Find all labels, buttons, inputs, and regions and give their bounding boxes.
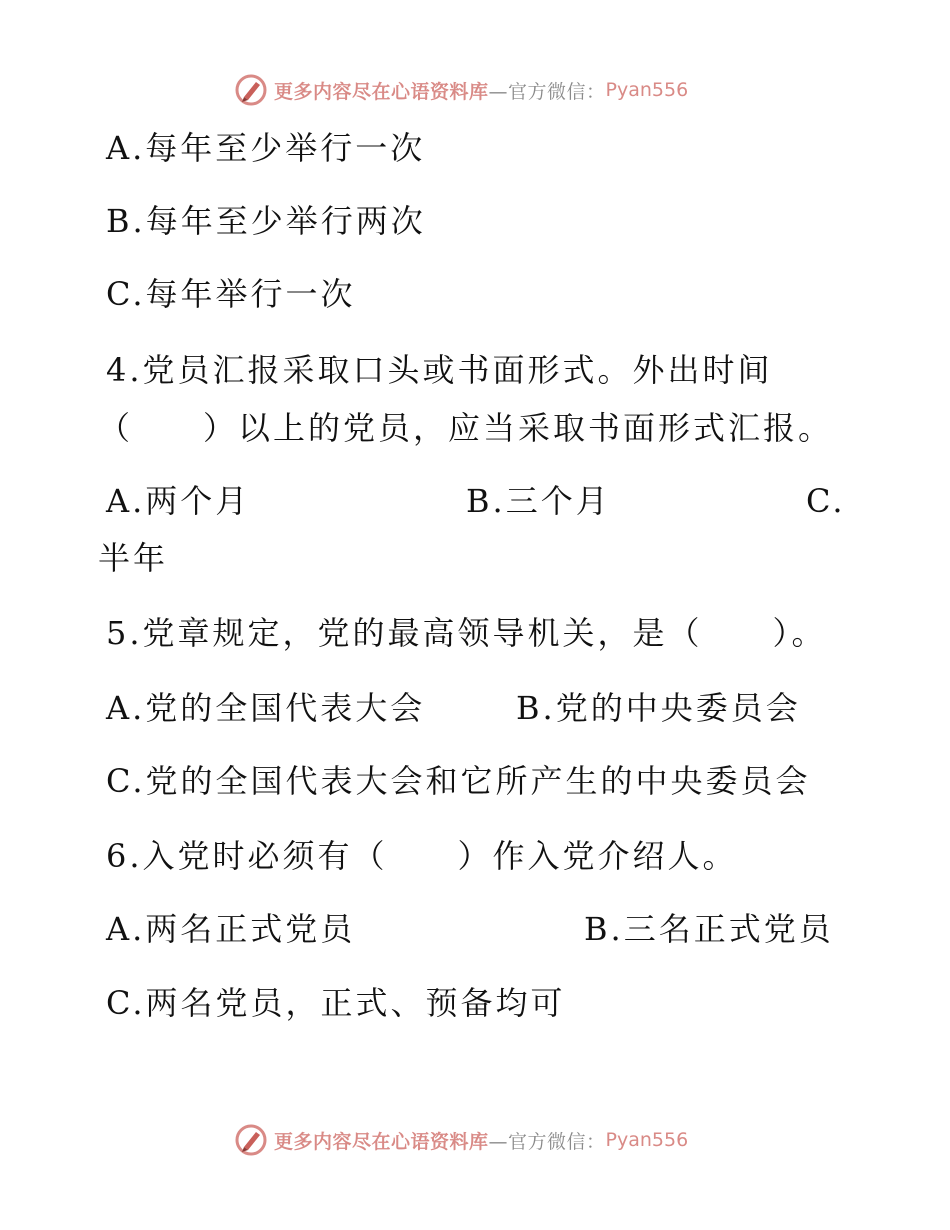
q3-option-c: C.每年举行一次 xyxy=(106,275,356,313)
pen-logo-icon xyxy=(234,1123,268,1157)
banner-text-id: Pyan556 xyxy=(605,79,689,101)
q5-question: 5.党章规定，党的最高领导机关，是（ ）。 xyxy=(106,614,827,652)
q4-option-a: A.两个月 xyxy=(106,482,251,520)
q6-option-b: B.三名正式党员 xyxy=(584,910,834,948)
q4-question: 4.党员汇报采取口头或书面形式。外出时间 xyxy=(106,351,773,389)
banner-text-main: 更多内容尽在心语资料库 xyxy=(274,1130,489,1153)
banner-text-id: Pyan556 xyxy=(605,1129,689,1151)
q6-question: 6.入党时必须有（ ）作入党介绍人。 xyxy=(106,837,738,875)
q5-option-a: A.党的全国代表大会 xyxy=(106,689,426,727)
q6-option-c: C.两名党员，正式、预备均可 xyxy=(106,984,566,1022)
q3-option-a: A.每年至少举行一次 xyxy=(106,129,426,167)
footer-banner xyxy=(234,1120,688,1160)
q4-option-c-label: C. xyxy=(806,482,846,520)
q4-option-b: B.三个月 xyxy=(466,482,611,520)
q3-option-b: B.每年至少举行两次 xyxy=(106,202,426,240)
banner-text-wechat: —官方微信： xyxy=(488,1130,606,1153)
banner-text-main: 更多内容尽在心语资料库 xyxy=(274,80,489,103)
q5-option-c: C.党的全国代表大会和它所产生的中央委员会 xyxy=(106,762,811,800)
pen-logo-icon xyxy=(234,73,268,107)
banner-text-wechat: —官方微信： xyxy=(488,80,606,103)
q6-option-a: A.两名正式党员 xyxy=(106,910,356,948)
q5-option-b: B.党的中央委员会 xyxy=(516,689,801,727)
header-banner xyxy=(234,70,688,110)
q4-question-cont: （ ）以上的党员，应当采取书面形式汇报。 xyxy=(98,409,834,447)
q4-option-c-text: 半年 xyxy=(98,539,169,577)
